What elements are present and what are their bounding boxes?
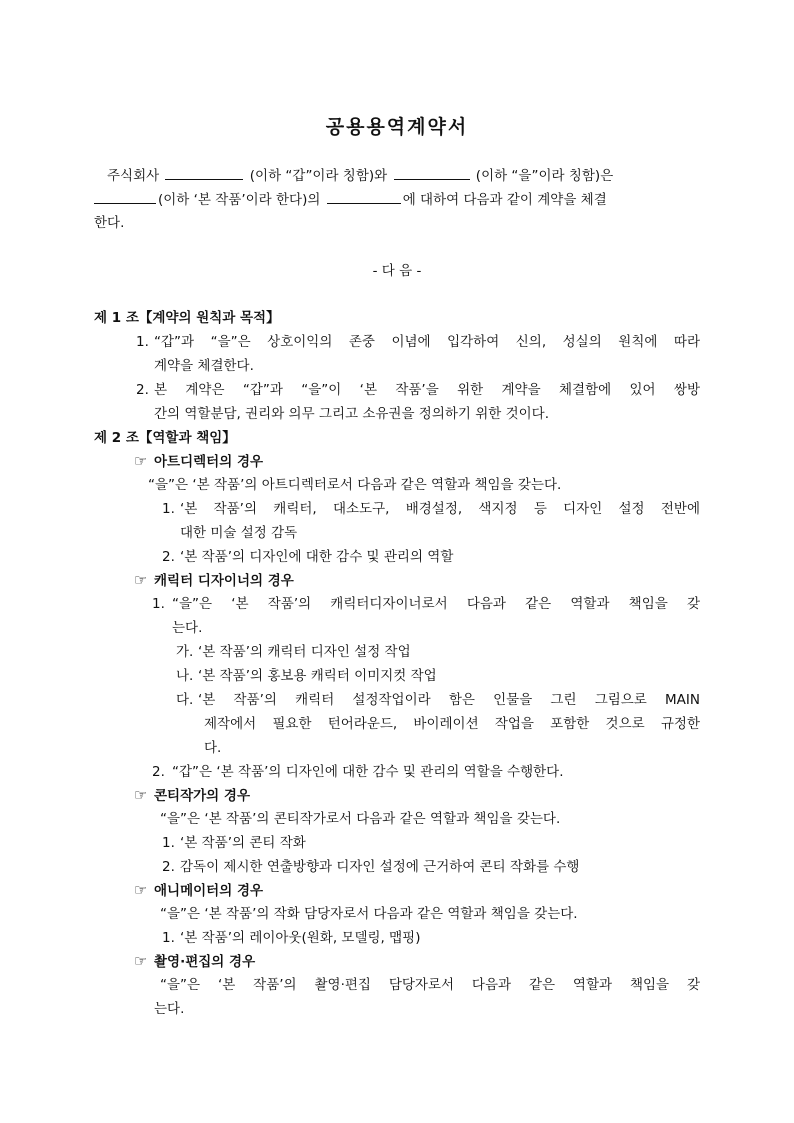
- art-director-item-1-line-1: ‘본 작품’의 캐릭터, 대소도구, 배경설정, 색지정 등 디자인 설정 전반에: [180, 501, 700, 517]
- storyboard-item-2-text: 감독이 제시한 연출방향과 디자인 설정에 근거하여 콘티 작화를 수행: [180, 859, 580, 875]
- intro-party-b-text: (이하 “을”이라 칭함)은: [475, 168, 614, 184]
- pointing-hand-icon: ☞: [134, 571, 148, 589]
- filming-editing-description-line-1: “을”은 ‘본 작품’의 촬영·편집 담당자로서 다음과 같은 역할과 책임을 갖: [160, 977, 700, 993]
- character-designer-sub-da-line-3: 다.: [204, 740, 222, 756]
- character-designer-heading-text: 캐릭터 디자이너의 경우: [154, 573, 294, 589]
- subject-blank: [327, 190, 401, 204]
- character-designer-item-1-line-2: 는다.: [172, 620, 203, 636]
- work-title-blank: [94, 190, 156, 204]
- article-1-heading: 제 1 조【계약의 원칙과 목적】: [94, 310, 280, 326]
- animator-item-1-text: ‘본 작품’의 레이아웃(원화, 모델링, 맵핑): [180, 930, 421, 946]
- pointing-hand-icon: ☞: [134, 452, 148, 470]
- filming-editing-heading: [134, 952, 255, 971]
- character-designer-sub-da-line-1: ‘본 작품’의 캐릭터 설정작업이라 함은 인물을 그린 그림으로 MAIN: [198, 692, 700, 708]
- storyboard-item-2-number: 2.: [162, 859, 175, 875]
- intro-line-3: 한다.: [94, 215, 125, 231]
- character-designer-sub-da-line-2: 제작에서 필요한 턴어라운드, 바이레이션 작업을 포함한 것으로 규정한: [204, 716, 700, 732]
- intro-line-2: [94, 190, 607, 209]
- animator-description: “을”은 ‘본 작품’의 작화 담당자로서 다음과 같은 역할과 책임을 갖는다.: [160, 906, 578, 922]
- storyboard-artist-description: “을”은 ‘본 작품’의 콘티작가로서 다음과 같은 역할과 책임을 갖는다.: [160, 811, 561, 827]
- pointing-hand-icon: ☞: [134, 786, 148, 804]
- character-designer-sub-na-text: ‘본 작품’의 홍보용 캐릭터 이미지컷 작업: [198, 668, 437, 684]
- storyboard-artist-heading: [134, 786, 250, 805]
- article-1-item-1-number: 1.: [136, 334, 149, 350]
- article-1-item-1-line-1: “갑”과 “을”은 상호이익의 존중 이념에 입각하여 신의, 성실의 원칙에 따라: [154, 334, 700, 350]
- storyboard-item-1-text: ‘본 작품’의 콘티 작화: [180, 835, 306, 851]
- document-title: 공용용역계약서: [325, 116, 469, 138]
- art-director-heading: [134, 452, 263, 471]
- character-designer-item-1-number: 1.: [152, 596, 165, 612]
- pointing-hand-icon: ☞: [134, 952, 148, 970]
- art-director-heading-text: 아트디렉터의 경우: [154, 454, 264, 470]
- art-director-item-1-line-2: 대한 미술 설정 감독: [180, 525, 298, 541]
- intro-company-label: 주식회사: [107, 168, 160, 184]
- character-designer-sub-ga-text: ‘본 작품’의 캐릭터 디자인 설정 작업: [198, 644, 411, 660]
- intro-subject-text: 에 대하여 다음과 같이 계약을 체결: [402, 192, 607, 208]
- character-designer-item-2-number: 2.: [152, 764, 165, 780]
- article-1-item-2-line-2: 간의 역할분담, 권리와 의무 그리고 소유권을 정의하기 위한 것이다.: [154, 406, 550, 422]
- filming-editing-heading-text: 촬영·편집의 경우: [154, 954, 256, 970]
- article-1-item-1-line-2: 계약을 체결한다.: [154, 358, 254, 374]
- character-designer-sub-ga-number: 가.: [176, 644, 194, 660]
- party-b-blank: [394, 166, 470, 180]
- animator-heading-text: 애니메이터의 경우: [154, 883, 264, 899]
- intro-work-text: (이하 ‘본 작품’이라 한다)의: [158, 192, 321, 208]
- character-designer-item-2-text: “갑”은 ‘본 작품’의 디자인에 대한 감수 및 관리의 역할을 수행한다.: [172, 764, 564, 780]
- character-designer-item-1-line-1: “을”은 ‘본 작품’의 캐릭터디자이너로서 다음과 같은 역할과 책임을 갖: [172, 596, 700, 612]
- separator: - 다 음 -: [372, 263, 422, 279]
- article-1-item-2-line-1: 본 계약은 “갑”과 “을”이 ‘본 작품’을 위한 계약을 체결함에 있어 쌍방: [154, 382, 700, 398]
- character-designer-heading: [134, 571, 294, 590]
- filming-editing-description-line-2: 는다.: [154, 1001, 185, 1017]
- article-2-heading: 제 2 조【역할과 책임】: [94, 430, 236, 446]
- animator-heading: [134, 881, 263, 900]
- article-1-item-2-number: 2.: [136, 382, 149, 398]
- art-director-item-2-number: 2.: [162, 549, 175, 565]
- character-designer-sub-na-number: 나.: [176, 668, 194, 684]
- intro-party-a-text: (이하 “갑”이라 칭함)와: [249, 168, 388, 184]
- art-director-description: “을”은 ‘본 작품’의 아트디렉터로서 다음과 같은 역할과 책임을 갖는다.: [148, 477, 562, 493]
- storyboard-item-1-number: 1.: [162, 835, 175, 851]
- pointing-hand-icon: ☞: [134, 881, 148, 899]
- party-a-blank: [165, 166, 243, 180]
- storyboard-artist-heading-text: 콘티작가의 경우: [154, 788, 250, 804]
- intro-line-1: [107, 166, 613, 185]
- animator-item-1-number: 1.: [162, 930, 175, 946]
- character-designer-sub-da-number: 다.: [176, 692, 194, 708]
- art-director-item-1-number: 1.: [162, 501, 175, 517]
- art-director-item-2-text: ‘본 작품’의 디자인에 대한 감수 및 관리의 역할: [180, 549, 454, 565]
